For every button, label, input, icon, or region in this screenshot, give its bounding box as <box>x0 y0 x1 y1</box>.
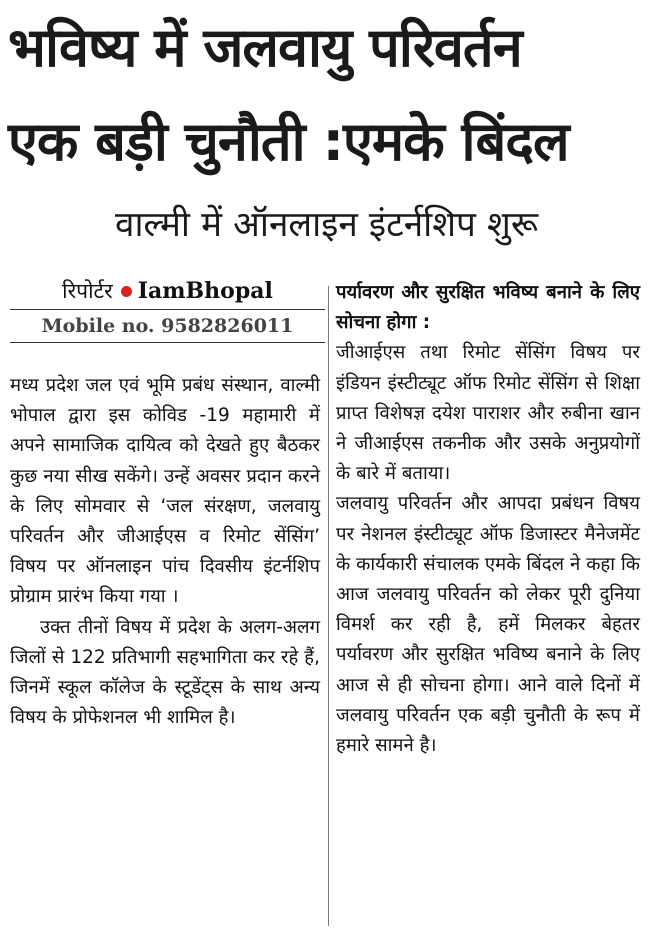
left-paragraph-1: मध्य प्रदेश जल एवं भूमि प्रबंध संस्थान, वाल्मी भोपाल द्वारा इस कोविड -19 महामारी में अपने सामाजिक दायित्व को देखते हुए बैठकर कुछ नया सीख सकेंगे। उन्हें अवसर प्रदान करने के लिए सोमवार से ‘जल संरक्षण, जलवायु परिवर्तन और जीआईएस व रिमोट सेंसिंग’ विषय पर ऑनलाइन पांच दिवसीय इंटर्नशिप प्रोग्राम प्रारंभ किया गया । <box>10 375 320 608</box>
reporter-line <box>10 277 325 305</box>
headline-line-1: भविष्य में जलवायु परिवर्तन <box>8 16 522 79</box>
left-paragraph-2: उक्त तीनों विषय में प्रदेश के अलग-अलग जिलों से 122 प्रतिभागी सहभागिता कर रहे हैं, जिनमें स्कूल कॉलेज के स्टूडेंट्स के साथ अन्य विषय के प्रोफेशनल भी शामिल है। <box>10 616 320 729</box>
headline-line-2: एक बड़ी चुनौती :एमके बिंदल <box>8 110 569 173</box>
section-subheading: पर्यावरण और सुरक्षित भविष्य बनाने के लिए सोचना होगा : <box>336 282 640 334</box>
byline-divider-bottom <box>10 342 325 343</box>
byline-divider <box>10 309 325 310</box>
reporter-name: IamBhopal <box>137 278 273 304</box>
column-divider <box>328 286 329 926</box>
right-column <box>336 278 640 761</box>
byline <box>10 277 325 343</box>
right-paragraph-1: जीआईएस तथा रिमोट सेंसिंग विषय पर इंडियन इंस्टीट्यूट ऑफ रिमोट सेंसिंग से शिक्षा प्राप्त विशेषज्ञ दयेश पाराशर और रुबीना खान ने जीआईएस तकनीक और उसके अनुप्रयोगों के बारे में बताया। <box>336 342 640 485</box>
mobile-number: Mobile no. 9582826011 <box>41 315 294 337</box>
red-dot-icon <box>121 286 132 297</box>
left-column <box>10 371 320 733</box>
reporter-label: रिपोर्टर <box>62 279 113 303</box>
subheadline: वाल्मी में ऑनलाइन इंटर्नशिप शुरू <box>114 205 539 245</box>
right-paragraph-2: जलवायु परिवर्तन और आपदा प्रबंधन विषय पर नेशनल इंस्टीट्यूट ऑफ डिजास्टर मैनेजमेंट के कार्यकारी संचालक एमके बिंदल ने कहा कि आज जलवायु परिवर्तन को लेकर पूरी दुनिया विमर्श कर रही है, हमें मिलकर बेहतर पर्यावरण और सुरक्षित भविष्य बनाने के लिए आज से ही सोचना होगा। आने वाले दिनों में जलवायु परिवर्तन एक बड़ी चुनौती के रूप में हमारे सामने है। <box>336 493 640 757</box>
